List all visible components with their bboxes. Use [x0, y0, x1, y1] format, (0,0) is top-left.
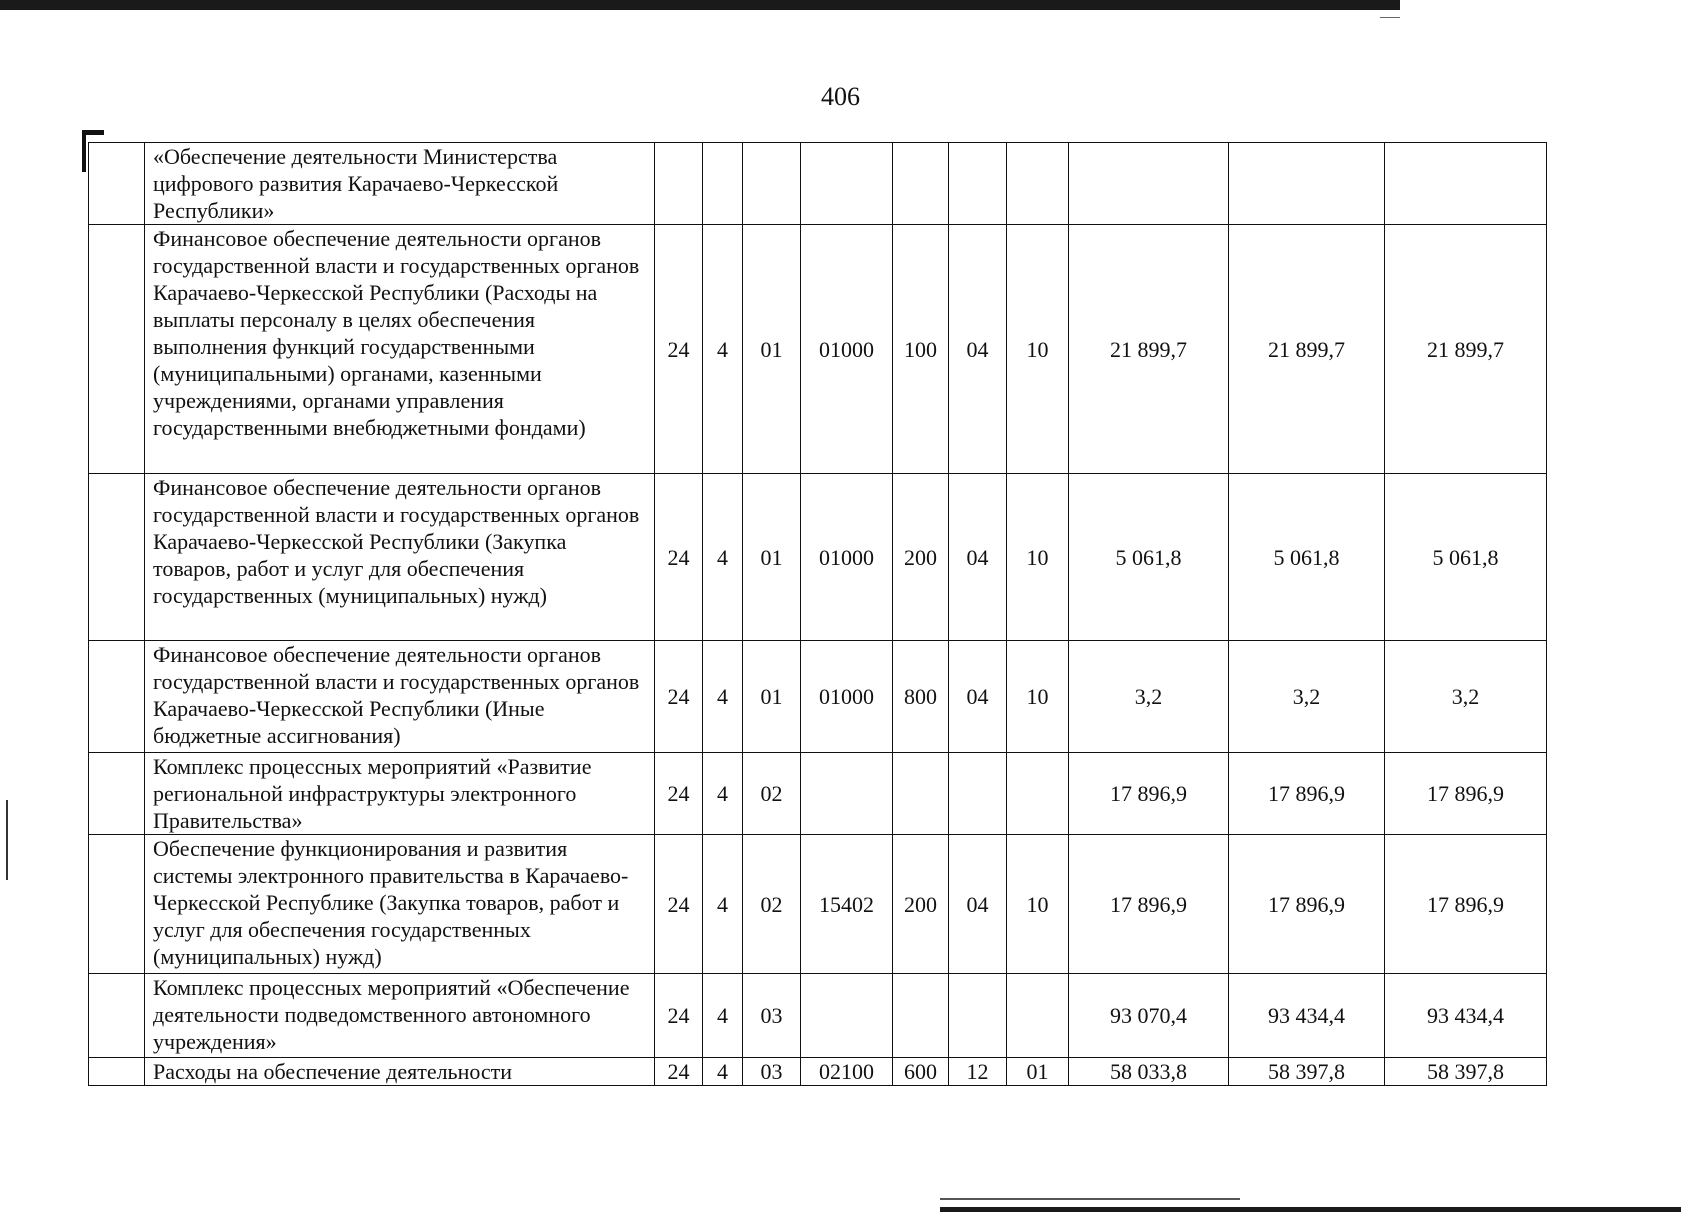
amount-cell-3: 17 896,9 [1385, 753, 1547, 835]
amount-cell-2: 3,2 [1229, 641, 1385, 753]
amount-cell-3: 3,2 [1385, 641, 1547, 753]
code-cell-2: 4 [703, 974, 743, 1058]
code-cell-4 [801, 753, 893, 835]
expense-name-cell: Расходы на обеспечение деятельности [145, 1058, 655, 1086]
scan-mark-left [6, 800, 8, 880]
code-cell-4: 01000 [801, 474, 893, 641]
scan-border-top-thin [1380, 17, 1400, 18]
amount-cell-2: 17 896,9 [1229, 753, 1385, 835]
amount-cell-1: 3,2 [1069, 641, 1229, 753]
page-number: 406 [821, 82, 860, 111]
row-number-cell [89, 835, 145, 974]
table-row [89, 225, 1547, 474]
code-cell-3: 03 [743, 974, 801, 1058]
expense-name-cell: Обеспечение функционирования и развития системы электронного правительства в Карачаево-Черкесской Республике (Закупка товаров, работ и услуг для обеспечения государственных (муниципальных) нужд) [145, 835, 655, 974]
code-cell-1: 24 [655, 474, 703, 641]
code-cell-5 [893, 753, 949, 835]
code-cell-7: 10 [1007, 641, 1069, 753]
code-cell-4: 01000 [801, 641, 893, 753]
amount-cell-3: 93 434,4 [1385, 974, 1547, 1058]
row-number-cell [89, 225, 145, 474]
table-row [89, 835, 1547, 974]
scan-corner-mark [82, 130, 86, 172]
code-cell-3: 02 [743, 753, 801, 835]
expense-name-cell: Финансовое обеспечение деятельности органов государственной власти и государственных органов Карачаево-Черкесской Республики (Расходы на выплаты персоналу в целях обеспечения выполнения функций государственными (муниципальными) органами, казенными учреждениями, органами управления государственными внебюджетными фондами) [145, 225, 655, 474]
amount-cell-1: 21 899,7 [1069, 225, 1229, 474]
code-cell-3: 02 [743, 835, 801, 974]
code-cell-5: 800 [893, 641, 949, 753]
code-cell-2: 4 [703, 835, 743, 974]
amount-cell-2: 21 899,7 [1229, 225, 1385, 474]
budget-table [88, 142, 1547, 1086]
expense-name-cell: «Обеспечение деятельности Министерства цифрового развития Карачаево-Черкесской Республики» [145, 143, 655, 225]
code-cell-3: 01 [743, 225, 801, 474]
amount-cell-2: 17 896,9 [1229, 835, 1385, 974]
expense-name-cell: Комплекс процессных мероприятий «Развитие региональной инфраструктуры электронного Правительства» [145, 753, 655, 835]
amount-cell-3: 58 397,8 [1385, 1058, 1547, 1086]
amount-cell-2: 93 434,4 [1229, 974, 1385, 1058]
code-cell-4: 02100 [801, 1058, 893, 1086]
amount-cell-2 [1229, 143, 1385, 225]
code-cell-2: 4 [703, 225, 743, 474]
amount-cell-2: 58 397,8 [1229, 1058, 1385, 1086]
table-row [89, 974, 1547, 1058]
row-number-cell [89, 1058, 145, 1086]
code-cell-2: 4 [703, 1058, 743, 1086]
code-cell-6 [949, 143, 1007, 225]
scan-corner-mark-top [82, 130, 104, 135]
amount-cell-1: 58 033,8 [1069, 1058, 1229, 1086]
amount-cell-3: 5 061,8 [1385, 474, 1547, 641]
code-cell-1: 24 [655, 835, 703, 974]
amount-cell-1: 17 896,9 [1069, 753, 1229, 835]
code-cell-7 [1007, 974, 1069, 1058]
code-cell-1: 24 [655, 641, 703, 753]
code-cell-3: 01 [743, 641, 801, 753]
code-cell-6: 04 [949, 641, 1007, 753]
code-cell-1 [655, 143, 703, 225]
scan-border-top [0, 0, 1400, 10]
row-number-cell [89, 641, 145, 753]
code-cell-6: 04 [949, 225, 1007, 474]
code-cell-5: 100 [893, 225, 949, 474]
amount-cell-3 [1385, 143, 1547, 225]
code-cell-4 [801, 143, 893, 225]
amount-cell-1 [1069, 143, 1229, 225]
code-cell-7 [1007, 143, 1069, 225]
amount-cell-1: 5 061,8 [1069, 474, 1229, 641]
code-cell-5: 200 [893, 474, 949, 641]
code-cell-5: 200 [893, 835, 949, 974]
amount-cell-1: 17 896,9 [1069, 835, 1229, 974]
amount-cell-3: 21 899,7 [1385, 225, 1547, 474]
row-number-cell [89, 143, 145, 225]
code-cell-7: 10 [1007, 835, 1069, 974]
table-row [89, 474, 1547, 641]
code-cell-5: 600 [893, 1058, 949, 1086]
code-cell-7: 10 [1007, 225, 1069, 474]
code-cell-4 [801, 974, 893, 1058]
row-number-cell [89, 974, 145, 1058]
code-cell-7 [1007, 753, 1069, 835]
expense-name-cell: Комплекс процессных мероприятий «Обеспечение деятельности подведомственного автономного учреждения» [145, 974, 655, 1058]
code-cell-2 [703, 143, 743, 225]
table-row [89, 641, 1547, 753]
code-cell-1: 24 [655, 225, 703, 474]
code-cell-1: 24 [655, 1058, 703, 1086]
code-cell-7: 01 [1007, 1058, 1069, 1086]
code-cell-6: 12 [949, 1058, 1007, 1086]
code-cell-5 [893, 974, 949, 1058]
scan-border-bottom [940, 1207, 1681, 1212]
expense-name-cell: Финансовое обеспечение деятельности органов государственной власти и государственных органов Карачаево-Черкесской Республики (Иные бюджетные ассигнования) [145, 641, 655, 753]
code-cell-1: 24 [655, 974, 703, 1058]
row-number-cell [89, 753, 145, 835]
amount-cell-1: 93 070,4 [1069, 974, 1229, 1058]
code-cell-2: 4 [703, 753, 743, 835]
code-cell-4: 01000 [801, 225, 893, 474]
amount-cell-3: 17 896,9 [1385, 835, 1547, 974]
code-cell-6: 04 [949, 835, 1007, 974]
amount-cell-2: 5 061,8 [1229, 474, 1385, 641]
code-cell-3: 03 [743, 1058, 801, 1086]
expense-name-cell: Финансовое обеспечение деятельности органов государственной власти и государственных органов Карачаево-Черкесской Республики (Закупка товаров, работ и услуг для обеспечения государственных (муниципальных) нужд) [145, 474, 655, 641]
code-cell-2: 4 [703, 474, 743, 641]
table-row [89, 143, 1547, 225]
code-cell-2: 4 [703, 641, 743, 753]
code-cell-5 [893, 143, 949, 225]
row-number-cell [89, 474, 145, 641]
table-row [89, 1058, 1547, 1086]
code-cell-6: 04 [949, 474, 1007, 641]
code-cell-7: 10 [1007, 474, 1069, 641]
code-cell-6 [949, 974, 1007, 1058]
code-cell-3: 01 [743, 474, 801, 641]
code-cell-1: 24 [655, 753, 703, 835]
table-row [89, 753, 1547, 835]
code-cell-3 [743, 143, 801, 225]
code-cell-4: 15402 [801, 835, 893, 974]
code-cell-6 [949, 753, 1007, 835]
